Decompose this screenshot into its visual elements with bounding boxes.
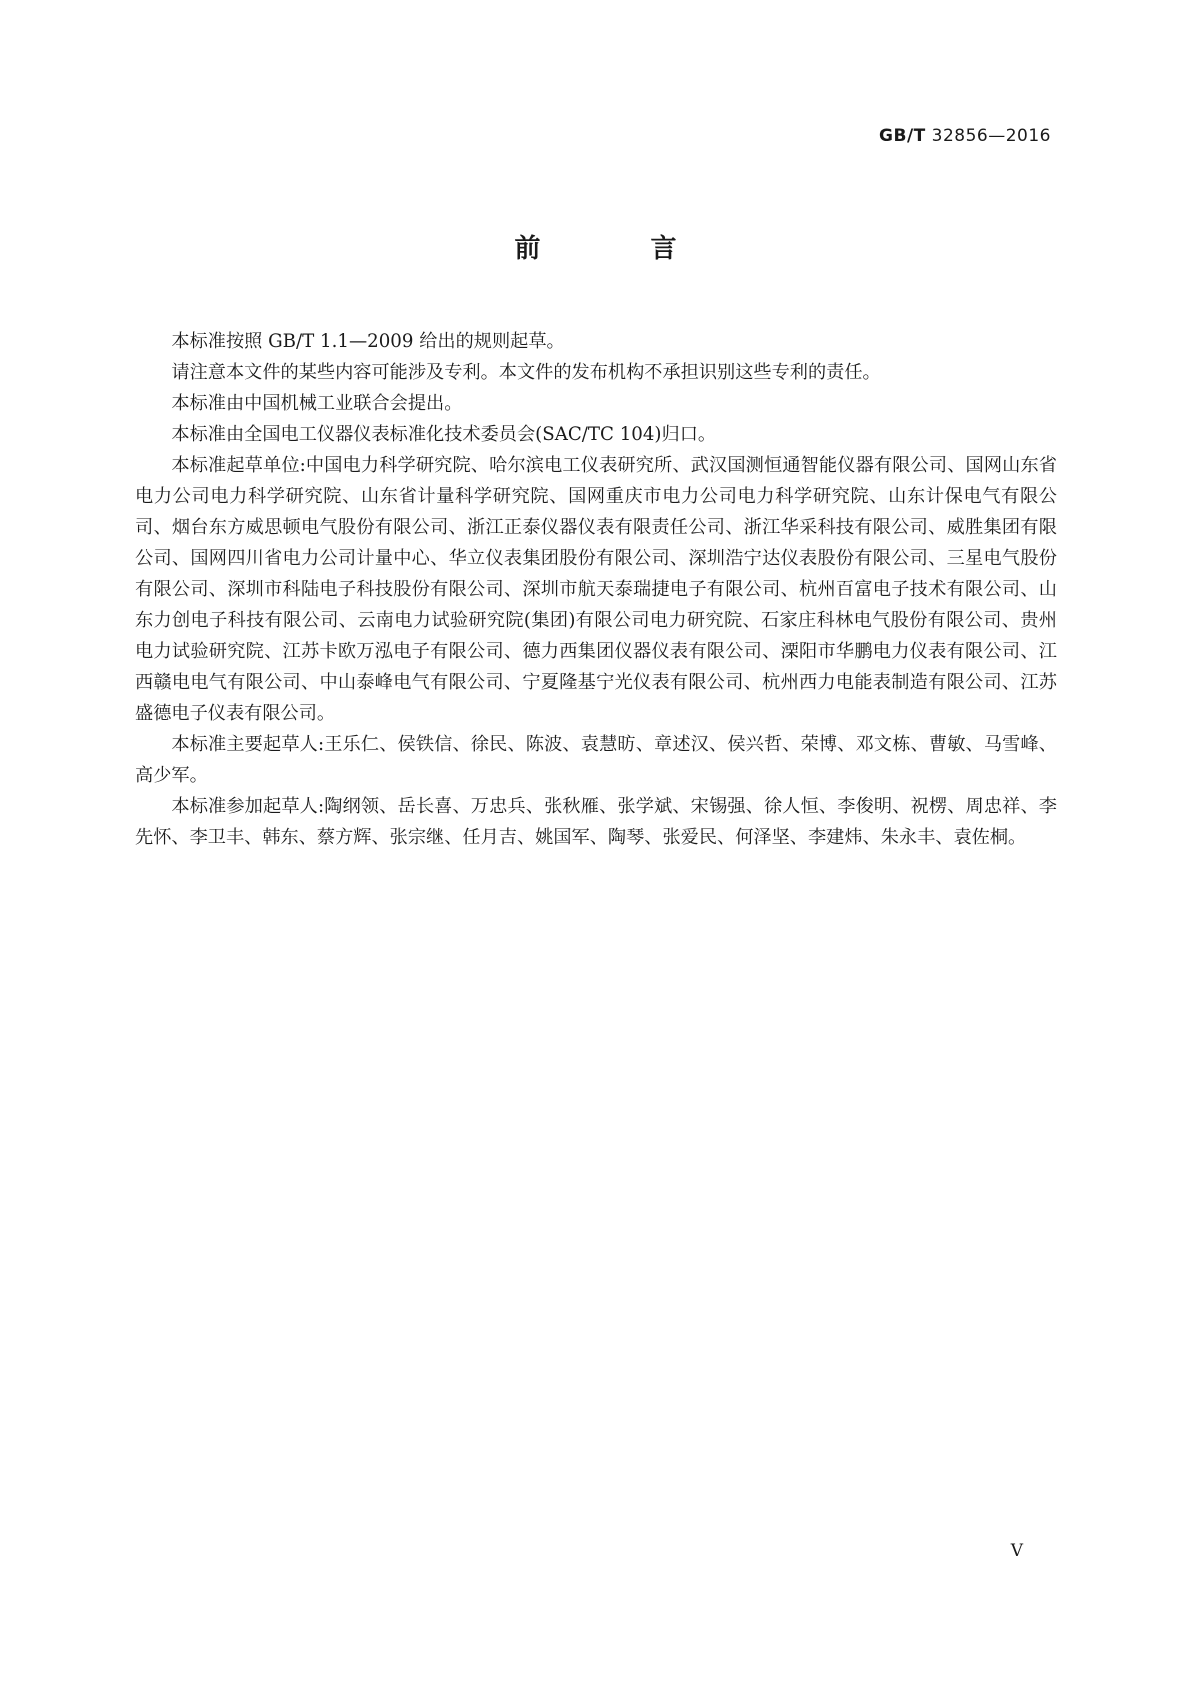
section-title: 前 言 — [514, 234, 719, 264]
page-number: Ⅴ — [1010, 1541, 1023, 1560]
standard-code — [879, 126, 1051, 146]
paragraph-drafting-rules: 本标准按照 GB/T 1.1—2009 给出的规则起草。 — [171, 331, 565, 352]
standard-code-number: 32856—2016 — [931, 126, 1051, 146]
paragraph-patent-notice: 请注意本文件的某些内容可能涉及专利。本文件的发布机构不承担识别这些专利的责任。 — [171, 362, 881, 383]
paragraph-drafting-units: 本标准起草单位:中国电力科学研究院、哈尔滨电工仪表研究所、武汉国测恒通智能仪器有限公司、国网山东省电力公司电力科学研究院、山东省计量科学研究院、国网重庆市电力公司电力科学研究院、山东计保电气有限公司、烟台东方威思顿电气股份有限公司、浙江正泰仪器仪表有限责任公司、浙江华采科技有限公司、威胜集团有限公司、国网四川省电力公司计量中心、华立仪表集团股份有限公司、深圳浩宁达仪表股份有限公司、三星电气股份有限公司、深圳市科陆电子科技股份有限公司、深圳市航天泰瑞捷电子有限公司、杭州百富电子技术有限公司、山东力创电子科技有限公司、云南电力试验研究院(集团)有限公司电力研究院、石家庄科林电气股份有限公司、贵州电力试验研究院、江苏卡欧万泓电子有限公司、德力西集团仪器仪表有限公司、溧阳市华鹏电力仪表有限公司、江西赣电电气有限公司、中山泰峰电气有限公司、宁夏隆基宁光仪表有限公司、杭州西力电能表制造有限公司、江苏盛德电子仪表有限公司。 — [135, 455, 1057, 724]
paragraph-proposer: 本标准由中国机械工业联合会提出。 — [171, 393, 463, 414]
paragraph-main-drafters: 本标准主要起草人:王乐仁、侯铁信、徐民、陈波、袁慧昉、章述汉、侯兴哲、荣博、邓文栋、曹敏、马雪峰、高少军。 — [135, 734, 1057, 786]
paragraph-administrator: 本标准由全国电工仪器仪表标准化技术委员会(SAC/TC 104)归口。 — [171, 424, 717, 445]
foreword-body — [135, 326, 1057, 853]
standard-code-prefix: GB/T — [879, 126, 926, 146]
paragraph-participating-drafters: 本标准参加起草人:陶纲领、岳长喜、万忠兵、张秋雁、张学斌、宋锡强、徐人恒、李俊明、祝楞、周忠祥、李先怀、李卫丰、韩东、蔡方辉、张宗继、任月吉、姚国军、陶琴、张爱民、何泽坚、李建炜、朱永丰、袁佐桐。 — [135, 796, 1057, 848]
